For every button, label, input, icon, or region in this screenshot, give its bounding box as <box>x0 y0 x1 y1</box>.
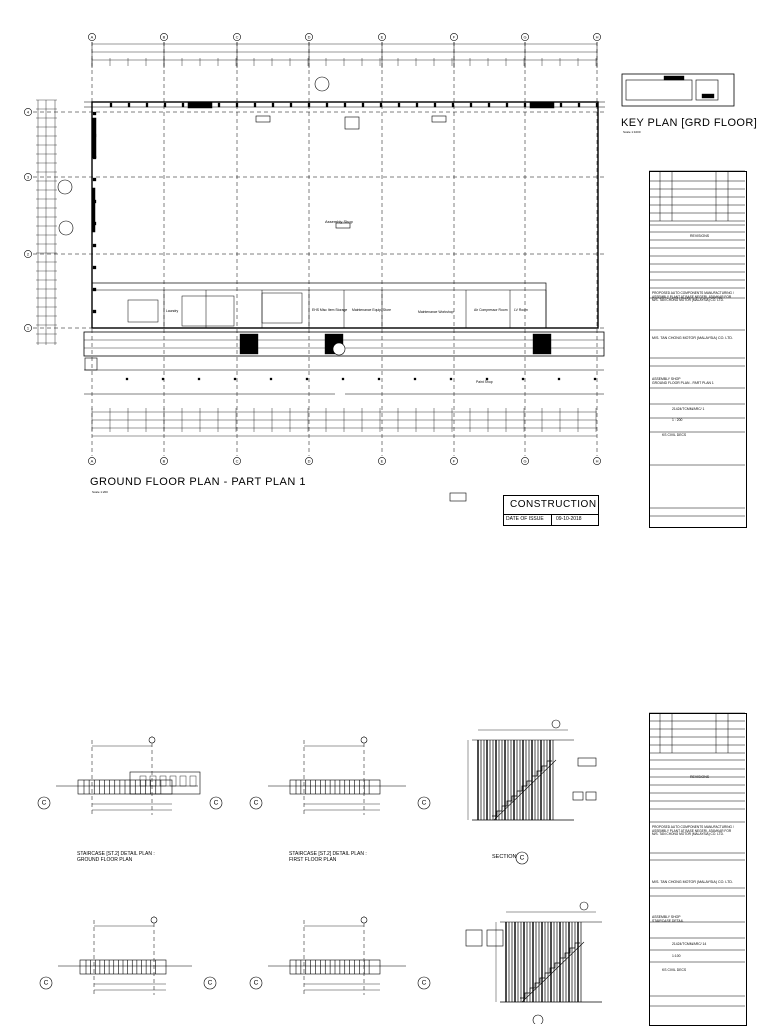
key-plan-highlight <box>702 94 714 98</box>
section-marker <box>59 221 73 235</box>
grid-bubble-left-label: 2 <box>26 251 30 257</box>
section-marker-label: C <box>421 979 427 987</box>
section-marker <box>315 77 329 91</box>
grid-bubble-top-label: G <box>523 34 527 40</box>
section-marker-label: C <box>207 979 213 987</box>
grid-bubble-bottom-label: D <box>307 458 311 464</box>
fixture <box>180 776 186 786</box>
drawing-scale-value: 1 : 200 <box>672 418 683 422</box>
grid-bubble-bottom-label: A <box>90 458 94 464</box>
room-laundry: Laundry <box>166 309 179 313</box>
project-line: PROPOSED AUTO COMPONENTS MANUFACTURING / <box>652 825 734 829</box>
equipment-box <box>256 116 270 122</box>
grid-bubble-top-label: D <box>307 34 311 40</box>
window-symbol <box>573 792 583 800</box>
section-marker-label: C <box>421 799 427 807</box>
grid-bubble-top-label: A <box>90 34 94 40</box>
legend-symbol <box>450 493 466 501</box>
caption-section: SECTION <box>492 854 517 860</box>
project-description <box>652 826 734 837</box>
stamp-date-value: 09-10-2018 <box>556 516 582 522</box>
grid-bubble-left-label: 3 <box>26 174 30 180</box>
column-marker <box>558 378 560 380</box>
grid-bubble-top-label: C <box>235 34 239 40</box>
grid-bubble-top-label: F <box>452 34 456 40</box>
drawing-name-line: ASSEMBLY SHOP <box>652 377 681 381</box>
column-marker <box>270 378 272 380</box>
room-assembly-shop: Assembly Shop <box>325 219 353 224</box>
column-marker <box>93 266 96 269</box>
section-marker-label: C <box>519 854 525 862</box>
stamp-title: CONSTRUCTION <box>510 499 597 510</box>
column-marker <box>594 378 596 380</box>
room-laundry-outline <box>128 300 158 322</box>
column-marker <box>93 112 96 115</box>
title-block-2 <box>649 713 747 1026</box>
column-marker <box>93 222 96 225</box>
room-maint-workshop: Maintenance Workshop <box>418 310 454 314</box>
column-marker <box>488 103 490 107</box>
sheet-staircase-detail <box>0 700 768 1024</box>
grid-bubble-bottom-label: F <box>452 458 456 464</box>
caption-line: STAIRCASE [ST.2] DETAIL PLAN : <box>77 851 155 857</box>
caption-line: STAIRCASE [ST.2] DETAIL PLAN : <box>289 851 367 857</box>
construction-stamp <box>503 495 599 526</box>
firm-name: KS CIVIL DECS <box>662 968 687 972</box>
column-marker <box>146 103 148 107</box>
column-marker <box>578 103 580 107</box>
room-outline <box>182 296 234 326</box>
revisions-label: REVISIONS <box>690 775 710 779</box>
grid-bubble-bottom-label: E <box>380 458 384 464</box>
column-marker <box>416 103 418 107</box>
grid-bubble <box>149 737 155 743</box>
drawing-name-line: STAIRCASE DETAIL <box>652 918 684 923</box>
fixture <box>140 776 146 786</box>
section-marker-label: C <box>41 799 47 807</box>
column-marker <box>93 200 96 203</box>
key-plan-scale: Scale 1:1000 <box>623 130 641 134</box>
column-marker <box>524 103 526 107</box>
column-marker <box>236 103 238 107</box>
grid-bubble-top-label: B <box>162 34 166 40</box>
column-marker <box>522 378 524 380</box>
caption-line: FIRST FLOOR PLAN <box>289 856 337 863</box>
column-marker <box>93 288 96 291</box>
room-maint-equip-store: Maintenance Equip. Store <box>352 308 392 312</box>
grid-bubble <box>580 902 588 910</box>
client-name: M/S. TAN CHONG MOTOR (MALAYSIA) CO. LTD. <box>652 336 733 340</box>
column-marker <box>414 378 416 380</box>
column-marker <box>380 103 382 107</box>
column-marker <box>272 103 274 107</box>
grid-bubble-top-label: E <box>380 34 384 40</box>
room-paint-shop: Paint Shop <box>476 380 493 384</box>
project-description <box>652 292 734 303</box>
section-marker <box>533 1015 543 1024</box>
column-marker <box>398 103 400 107</box>
grid-bubble <box>552 720 560 728</box>
column-marker <box>234 378 236 380</box>
grid-bubble-top-label: H <box>595 34 599 40</box>
stair-box <box>85 358 97 370</box>
column-marker <box>200 103 202 107</box>
grid-bubble-left-label: 4 <box>26 109 30 115</box>
project-line: ASSEMBLY PLANT AT BASE NEGERI, ATAMKAR FOR <box>652 828 732 833</box>
grid-bubble-left-label: 1 <box>26 325 30 331</box>
column-marker <box>378 378 380 380</box>
fixture <box>190 776 196 786</box>
drawing-number: 21424/TCMM/ARC/ 1 <box>672 407 705 411</box>
column-marker <box>344 103 346 107</box>
grid-bubble <box>361 917 367 923</box>
grid-bubble-bottom-label: C <box>235 458 239 464</box>
drawing-scale-value: 1:100 <box>672 954 681 958</box>
drawing-name-line: GROUND FLOOR PLAN - PART PLAN 1 <box>652 380 714 385</box>
grid-bubble-bottom-label: G <box>523 458 527 464</box>
section-marker-label: C <box>213 799 219 807</box>
project-line: PROPOSED AUTO COMPONENTS MANUFACTURING / <box>652 291 734 295</box>
column-marker <box>254 103 256 107</box>
grid-bubble-bottom-label: H <box>595 458 599 464</box>
column-marker <box>308 103 310 107</box>
column-marker <box>93 244 96 247</box>
corridor-block <box>533 334 551 354</box>
firm-name: KS CIVIL DECS <box>662 433 687 437</box>
column-marker <box>326 103 328 107</box>
room-lv: LV Room <box>514 308 528 312</box>
equipment-box <box>345 117 359 129</box>
title-block <box>649 171 747 528</box>
equipment-box <box>432 116 446 122</box>
room-air-compressor: Air Compressor Room <box>474 308 508 312</box>
key-plan-inner <box>626 80 692 100</box>
column-marker <box>110 103 112 107</box>
column-marker <box>218 103 220 107</box>
project-line: ASSEMBLY PLANT AT BASE NEGERI, ATAMKAR FOR <box>652 294 732 299</box>
revisions-label: REVISIONS <box>690 234 710 238</box>
drawing-name <box>652 378 714 386</box>
grid-bubble <box>361 737 367 743</box>
column-marker <box>560 103 562 107</box>
column-marker <box>470 103 472 107</box>
section-marker-label: C <box>253 979 259 987</box>
caption-gf-plan <box>77 852 155 863</box>
section-marker <box>58 180 72 194</box>
drawing-name-line: ASSEMBLY SHOP <box>652 915 681 919</box>
grid-bubble-bottom-label: B <box>162 458 166 464</box>
corridor-block <box>240 334 258 354</box>
section-marker-label: C <box>43 979 49 987</box>
column-marker <box>182 103 184 107</box>
key-plan-title: KEY PLAN [GRD FLOOR] <box>621 117 758 129</box>
column-marker <box>596 103 598 107</box>
column-marker <box>164 103 166 107</box>
wall-column <box>92 188 95 232</box>
column-marker <box>93 156 96 159</box>
column-marker <box>342 378 344 380</box>
drawing-name <box>652 916 684 924</box>
key-plan-highlight <box>664 76 684 80</box>
window-symbol <box>466 930 482 946</box>
column-marker <box>542 103 544 107</box>
fixture <box>170 776 176 786</box>
window-symbol <box>586 792 596 800</box>
column-marker <box>128 103 130 107</box>
project-line: M/S. TAN CHONG MOTOR (MALAYSIA) CO. LTD. <box>652 832 724 837</box>
column-marker <box>162 378 164 380</box>
column-marker <box>93 310 96 313</box>
column-marker <box>506 103 508 107</box>
drawing-title: GROUND FLOOR PLAN - PART PLAN 1 <box>90 476 306 488</box>
caption-ff-plan <box>289 852 367 863</box>
caption-line: GROUND FLOOR PLAN <box>77 856 133 863</box>
column-marker <box>126 378 128 380</box>
grid-bubble <box>151 917 157 923</box>
stamp-date-label: DATE OF ISSUE <box>506 516 544 522</box>
section-marker-label: C <box>253 799 259 807</box>
window-symbol <box>578 758 596 766</box>
building-outline <box>92 102 598 328</box>
client-name: M/S. TAN CHONG MOTOR (MALAYSIA) CO. LTD. <box>652 880 733 884</box>
column-marker <box>290 103 292 107</box>
window-symbol <box>487 930 503 946</box>
section-marker <box>333 343 345 355</box>
column-marker <box>198 378 200 380</box>
stair-profile <box>492 761 552 816</box>
room-ehs-store: EHS Misc Item Storage <box>312 308 348 312</box>
column-marker <box>450 378 452 380</box>
drawing-number: 21424/TCMM/ARC/ 14 <box>672 942 707 946</box>
column-marker <box>434 103 436 107</box>
project-line: M/S. TAN CHONG MOTOR (MALAYSIA) CO. LTD. <box>652 298 724 303</box>
room-outline <box>262 293 302 323</box>
column-marker <box>452 103 454 107</box>
column-marker <box>306 378 308 380</box>
column-marker <box>362 103 364 107</box>
wall-column <box>92 118 96 158</box>
column-marker <box>93 178 96 181</box>
column-marker <box>93 134 96 137</box>
stair-profile <box>520 943 580 998</box>
drawing-scale: Scale 1:200 <box>92 490 108 494</box>
